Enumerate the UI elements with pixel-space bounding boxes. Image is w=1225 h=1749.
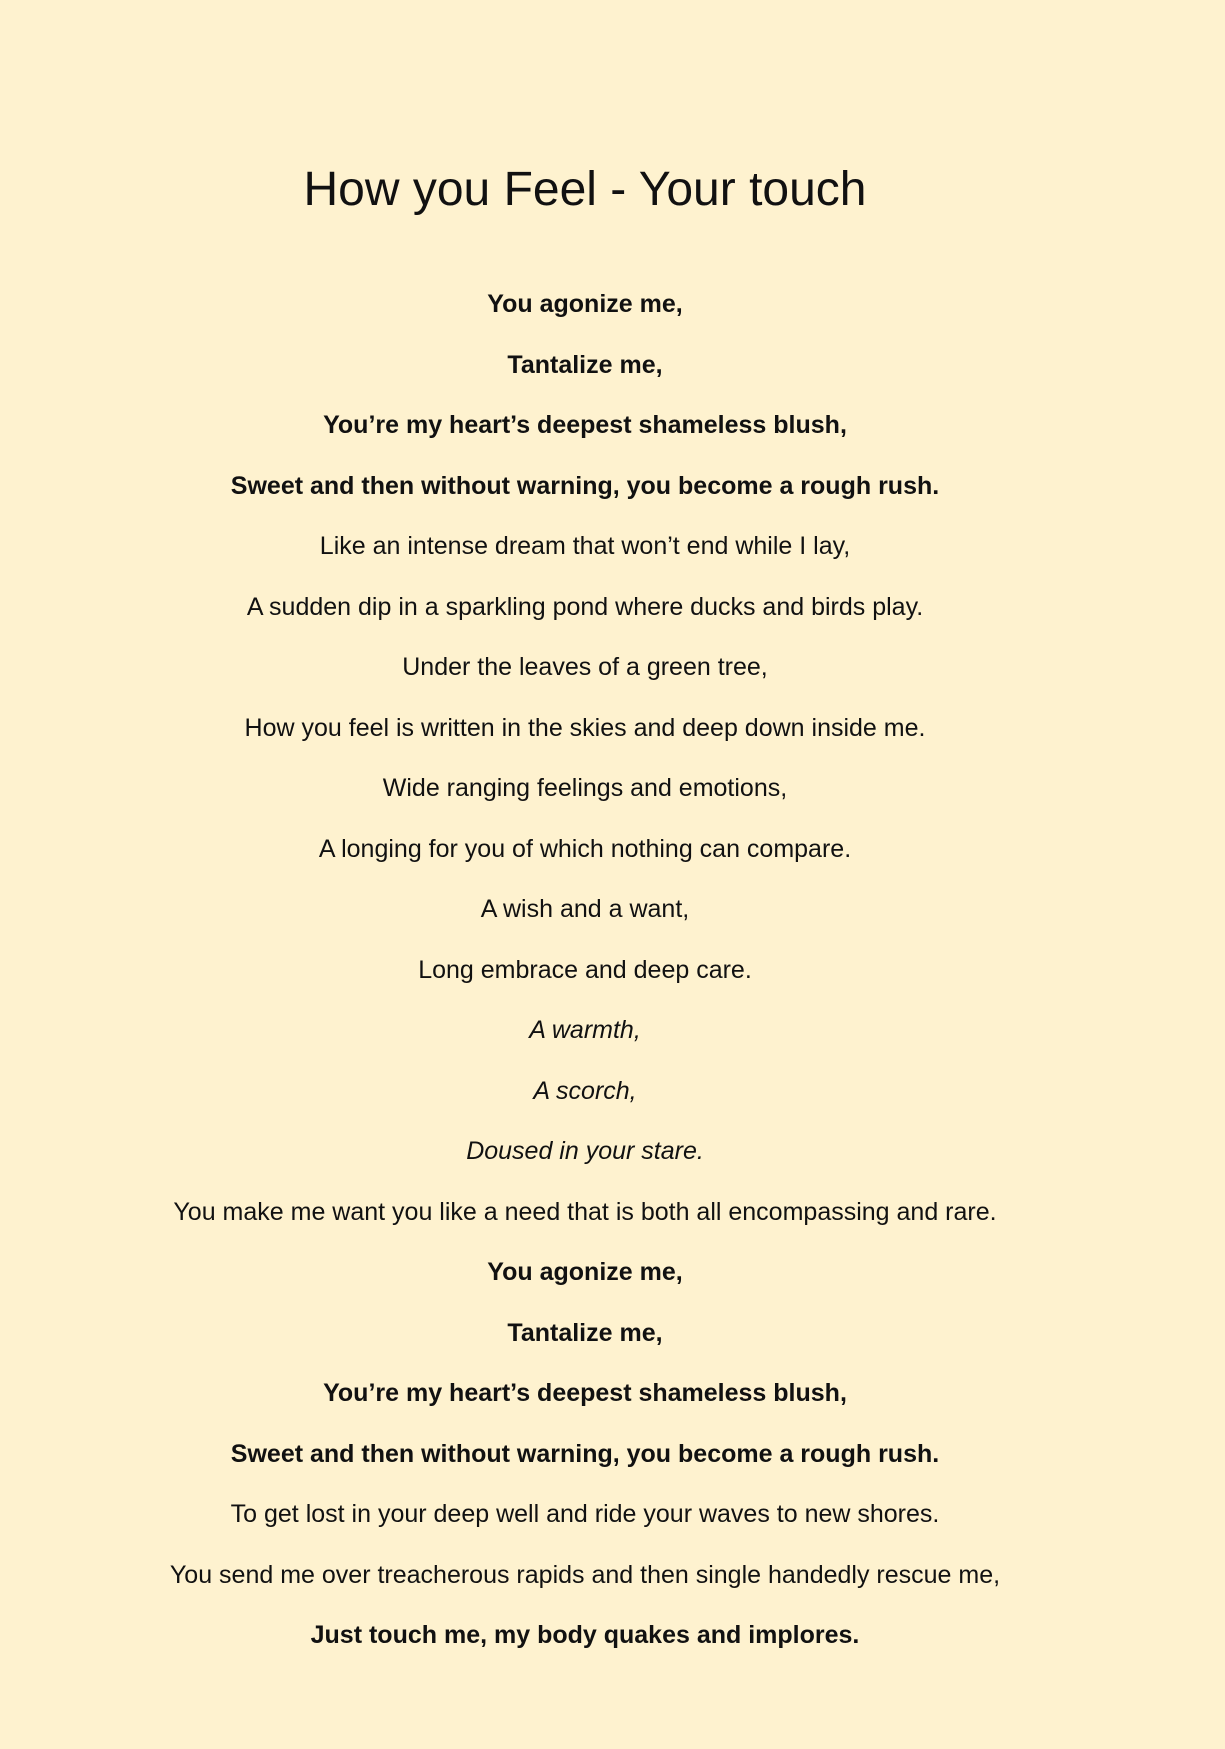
poem-line: To get lost in your deep well and ride your waves to new shores. [230, 1500, 940, 1528]
poem-line: How you feel is written in the skies and deep down inside me. [244, 713, 926, 742]
poem-line: A scorch, [533, 1076, 637, 1105]
poem-body [0, 280, 1170, 1672]
poem-line: Sweet and then without warning, you become a rough rush. [230, 471, 940, 500]
poem-line: A longing for you of which nothing can compare. [318, 834, 852, 863]
poem-line: Long embrace and deep care. [418, 955, 752, 984]
poem-line: You’re my heart’s deepest shameless blush, [323, 1379, 847, 1407]
poem-line: You’re my heart’s deepest shameless blush, [323, 411, 847, 439]
poem-line: You make me want you like a need that is both all encompassing and rare. [173, 1197, 997, 1226]
poem-line: A warmth, [529, 1016, 641, 1044]
poem-line: Doused in your stare. [466, 1137, 704, 1165]
poem-line: A wish and a want, [480, 895, 690, 923]
poem-line: You agonize me, [487, 290, 683, 318]
poem-line: A sudden dip in a sparkling pond where ducks and birds play. [246, 592, 924, 621]
page-title: How you Feel - Your touch [303, 163, 867, 216]
poem-line: Under the leaves of a green tree, [402, 653, 768, 681]
poem-line: Just touch me, my body quakes and implores. [310, 1621, 860, 1649]
poem-line: Tantalize me, [507, 1318, 663, 1347]
poem-line: Tantalize me, [507, 350, 663, 379]
poem-line: Like an intense dream that won’t end while I lay, [319, 532, 851, 560]
poem-line: You agonize me, [487, 1258, 683, 1286]
poem-line: Wide ranging feelings and emotions, [382, 774, 788, 802]
poem-line: You send me over treacherous rapids and then single handedly rescue me, [169, 1560, 1001, 1589]
poem-line: Sweet and then without warning, you become a rough rush. [230, 1439, 940, 1468]
